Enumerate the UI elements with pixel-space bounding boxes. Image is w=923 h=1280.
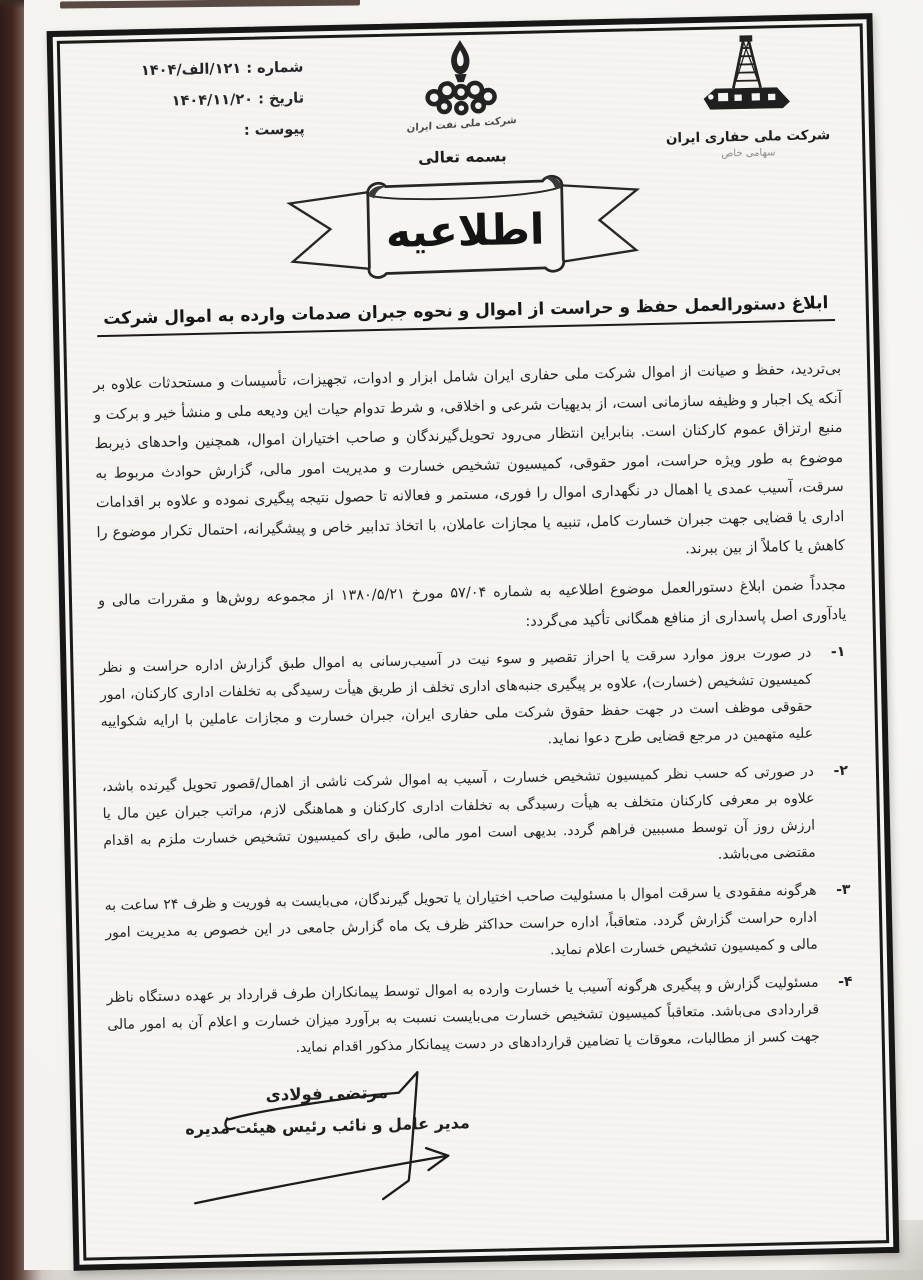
company-name: شرکت ملی حفاری ایران — [665, 127, 831, 147]
signer-role: مدیر عامل و نائب رئیس هیئت مدیره — [185, 1113, 470, 1139]
letter-meta-block — [78, 53, 305, 151]
list-item-4 — [106, 969, 856, 1066]
company-type: سهامی خاص — [721, 147, 776, 160]
list-item-4-number: ۴- — [837, 973, 853, 991]
signer-name: مرتضی فولادی — [265, 1082, 389, 1105]
letter-date-row — [79, 84, 305, 120]
letter-attachment-label: پیوست : — [243, 121, 305, 139]
nioc-caption: شرکت ملی نفت ایران — [406, 115, 517, 135]
document-content-area — [57, 23, 889, 1260]
bismillah-text: بسمه تعالی — [417, 147, 507, 168]
list-item-1 — [99, 639, 849, 763]
company-letterhead-block — [646, 33, 849, 161]
numbered-item-list — [99, 639, 856, 1077]
letter-date-value: ۱۴۰۴/۱۱/۲۰ — [171, 91, 254, 110]
list-item-1-text: در صورت بروز موارد سرقت یا احراز تقصیر و سوء نیت در آسیب‌رسانی به اموال طبق گزارش اداره حراست و نظر کمیسیون تشخیص (خسارت)، علاوه بر پیگیری جنبه‌های اداری تخلف از طریق هیأت رسیدگی به تخلفات اداری کارکنان، امور حقوقی موظف است در جهت حفظ حقوق شرکت ملی حفاری ایران، جبران خسارت و مجازات عاملین با ارایه شکواییه علیه متهمین در مرجع قضایی طرح دعوا نماید. — [99, 644, 814, 748]
list-item-4-text: مسئولیت گزارش و پیگیری هرگونه آسیب یا خسارت وارده به اموال توسط پیمانکاران طرف قرارداد بر عهده دستگاه ناظر قراردادی می‌باشد. متعاقباً کمیسیون تشخیص خسارت می‌بایست نسبت به برآورد میزان خسارت و اعلام آن به امور مالی جهت کسر از مطالبات، معوقات یا تضامین قراردادهای در دست پیمانکار مذکور اقدام نماید. — [106, 974, 820, 1056]
list-item-3 — [104, 877, 854, 974]
signature-block — [137, 1080, 518, 1139]
list-item-2-number: ۲- — [833, 762, 849, 780]
letter-title: ابلاغ دستورالعمل حفظ و حراست از اموال و نحوه جبران صدمات وارده به اموال شرکت — [97, 293, 835, 337]
list-item-3-text: هرگونه مفقودی یا سرقت اموال با مسئولیت صاحب اختیاران یا تحویل گیرندگان، می‌بایست به فوریت و ظرف ۲۴ ساعت به اداره حراست گزارش گردد. متعاقباً، اداره حراست حداکثر ظرف یک ماه گزارش جامعی در این خصوص به مدیریت امور مالی و کمیسیون تشخیص خسارت اعلام نماید. — [104, 882, 818, 959]
body-paragraph-2: مجدداً ضمن ابلاغ دستورالعمل موضوع اطلاعیه به شماره ۵۷/۰۴ مورخ ۱۳۸۰/۵/۲۱ از مجموعه روش‌ها و مقررات مالی و یادآوری اصل پاسداری از منافع همگانی تأکید می‌گردد: — [97, 576, 847, 630]
list-item-3-number: ۳- — [835, 881, 851, 899]
letter-attachment-row — [80, 115, 306, 151]
letter-number-label: شماره : — [246, 59, 304, 77]
letter-title-wrap — [66, 292, 866, 337]
ribbon-scroll-icon — [277, 167, 651, 281]
drilling-rig-icon — [688, 107, 806, 129]
list-item-2-text: در صورتی که حسب نظر کمیسیون تشخیص خسارت ، آسیب به اموال شرکت ناشی از اهمال/قصور تحویل گیرنده باشد، علاوه بر معرفی کارکنان متخلف به هیأت رسیدگی به تخلفات اداری کارکنان و هماهنگی لازم، مراتب جبران عین مال یا ارزش روز آن توسط مسببین فراهم گردد. بدیهی است امور مالی، طبق رای کمیسیون تشخیص خسارت ملزم به اقدام مقتضی می‌باشد. — [101, 763, 816, 863]
list-item-2 — [102, 758, 852, 882]
letter-number-row — [78, 53, 304, 89]
document-border-frame — [47, 13, 900, 1271]
letter-date-label: تاریخ : — [257, 90, 305, 108]
svg-text:اطلاعیه: اطلاعیه — [385, 204, 545, 257]
announcement-ribbon-banner — [277, 167, 651, 281]
nioc-emblem-block — [375, 37, 548, 168]
list-item-1-number: ۱- — [830, 643, 846, 661]
letter-number-value: ۱۲۱/الف/۱۴۰۴ — [140, 60, 242, 80]
body-paragraph-1: بی‌تردید، حفظ و صیانت از اموال شرکت ملی حفاری ایران شامل ابزار و ادوات، تجهیزات، تأسیسات و مستحدثات علاوه بر آنکه یک اجبار و وظیفه سازمانی است، از بدیهیات شرعی و اخلاقی، و شرط تدوام حیات این ودیعه ملی و منشأ خیر و برکت و منبع ارتزاق عموم کارکنان است. بنابراین انتظار می‌رود تحویل‌گیرندگان و صاحب اختیاران اموال، همچنین واحدهای ذیربط موضوع به طور ویژه حراست، امور حقوقی، کمیسیون تشخیص خسارت و مدیریت امور مالی، گزارش حوادث مربوط به سرقت، آسیب عمدی یا اهمال در نگهداری اموال را فوری، مستمر و فعالانه تا حصول نتیجه پیگیری نموده و علاوه بر اقدامات اداری یا قضایی جهت جبران خسارت کامل، تنبیه یا مجازات عاملان، با اتخاذ تدابیر خاص و پیشگیرانه، احتمال تکرار موضوع را کاهش یا کاملاً از بین ببرند. — [93, 360, 846, 558]
